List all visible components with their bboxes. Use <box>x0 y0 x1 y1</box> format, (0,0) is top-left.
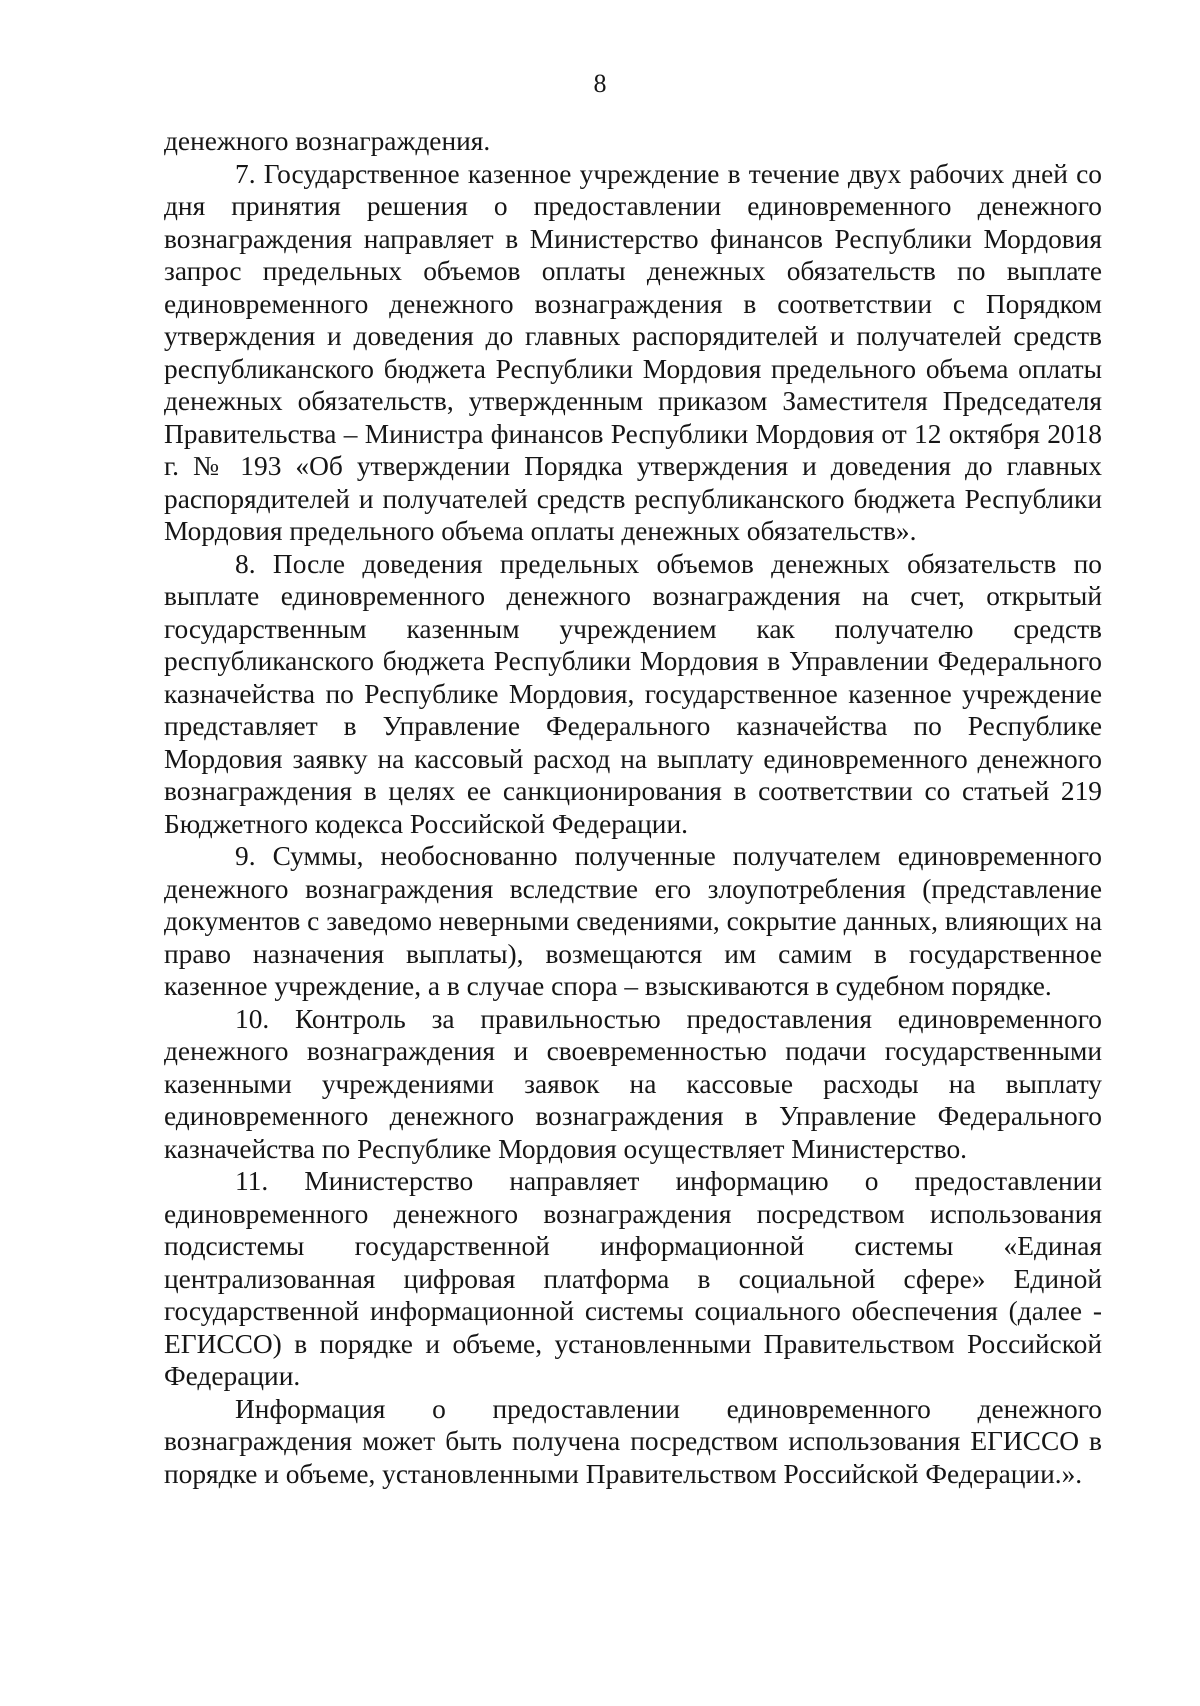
page-number: 8 <box>593 69 607 98</box>
paragraph-item-8: 8. После доведения предельных объемов денежных обязательств по выплате единовременного денежного вознаграждения на счет, открытый государственным казенным учреждением как получателю средств республиканского бюджета Республики Мордовия в Управлении Федерального казначейства по Республике Мордовия, государственное казенное учреждение представляет в Управление Федерального казначейства по Республике Мордовия заявку на кассовый расход на выплату единовременного денежного вознаграждения в целях ее санкционирования в соответствии со статьей 219 Бюджетного кодекса Российской Федерации. <box>164 548 1102 839</box>
paragraph-continuation: денежного вознаграждения. <box>164 126 491 156</box>
paragraph-information: Информация о предоставлении единовременного денежного вознаграждения может быть получена посредством использования ЕГИССО в порядке и объеме, установленными Правительством Российской Федерации.». <box>164 1393 1102 1489</box>
paragraph-item-7: 7. Государственное казенное учреждение в течение двух рабочих дней со дня принятия решения о предоставлении единовременного денежного вознаграждения направляет в Министерство финансов Республики Мордовия запрос предельных объемов оплаты денежных обязательств по выплате единовременного денежного вознаграждения в соответствии с Порядком утверждения и доведения до главных распорядителей и получателей средств республиканского бюджета Республики Мордовия предельного объема оплаты денежных обязательств, утвержденным приказом Заместителя Председателя Правительства – Министра финансов Республики Мордовия от 12 октября 2018 г. № 193 «Об утверждении Порядка утверждения и доведения до главных распорядителей и получателей средств республиканского бюджета Республики Мордовия предельного объема оплаты денежных обязательств». <box>164 158 1102 546</box>
paragraph-item-9: 9. Суммы, необоснованно полученные получателем единовременного денежного вознаграждения вследствие его злоупотребления (представление документов с заведомо неверными сведениями, сокрытие данных, влияющих на право назначения выплаты), возмещаются им самим в государственное казенное учреждение, а в случае спора – взыскиваются в судебном порядке. <box>164 841 1102 1001</box>
paragraph-item-11: 11. Министерство направляет информацию о предоставлении единовременного денежного вознаграждения посредством использования подсистемы государственной информационной системы «Единая централизованная цифровая платформа в социальной сфере» Единой государственной информационной системы социального обеспечения (далее - ЕГИССО) в порядке и объеме, установленными Правительством Российской Федерации. <box>164 1166 1102 1391</box>
document-body <box>164 125 1102 1490</box>
paragraph-item-10: 10. Контроль за правильностью предоставления единовременного денежного вознаграждения и своевременностью подачи государственными казенными учреждениями заявок на кассовые расходы на выплату единовременного денежного вознаграждения в Управление Федерального казначейства по Республике Мордовия осуществляет Министерство. <box>164 1003 1102 1164</box>
